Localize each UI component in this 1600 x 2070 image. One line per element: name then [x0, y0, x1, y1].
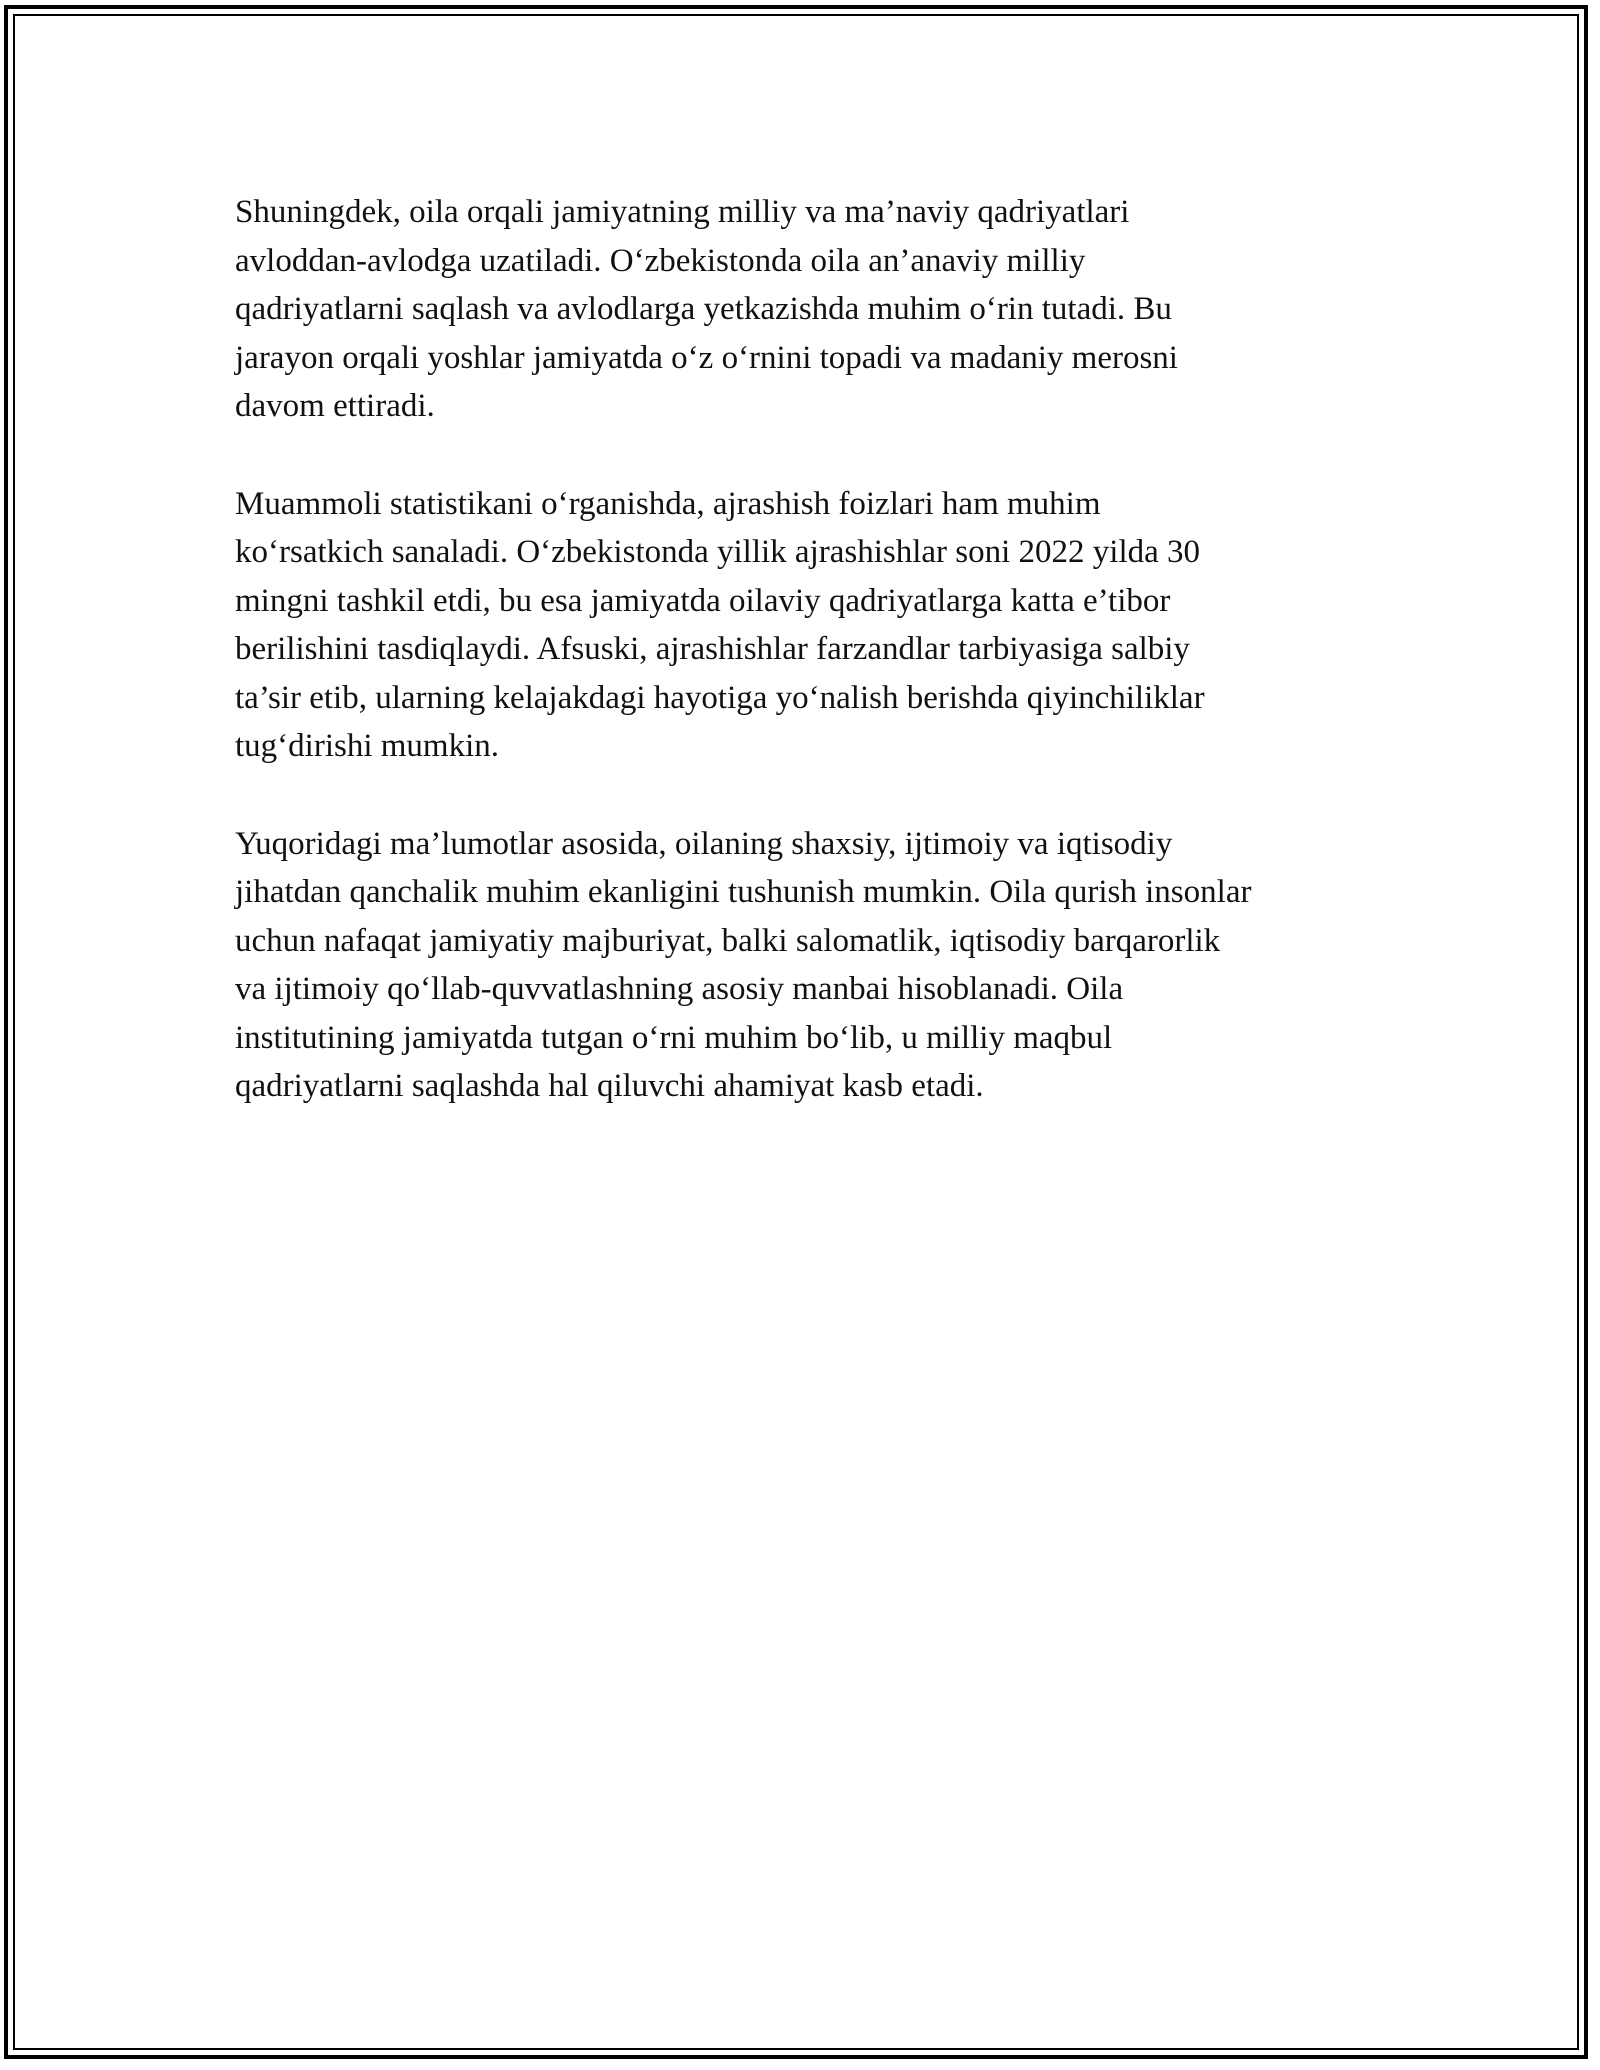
text-line: mingni tashkil etdi, bu esa jamiyatda oilaviy qadriyatlarga katta e’tibor	[235, 582, 1171, 619]
document-body	[235, 188, 1375, 1160]
paragraph-3	[235, 820, 1375, 1111]
text-line: jihatdan qanchalik muhim ekanligini tushunish mumkin. Oila qurish insonlar	[235, 874, 1252, 910]
text-line: ko‘rsatkich sanaladi. O‘zbekistonda yillik ajrashishlar soni 2022 yilda 30	[235, 534, 1201, 570]
text-line: ta’sir etib, ularning kelajakdagi hayotiga yo‘nalish berishda qiyinchiliklar	[235, 679, 1205, 716]
paragraph-2	[235, 480, 1375, 771]
text-line: qadriyatlarni saqlashda hal qiluvchi ahamiyat kasb etadi.	[235, 1068, 984, 1104]
text-line: tug‘dirishi mumkin.	[235, 728, 499, 764]
text-line: jarayon orqali yoshlar jamiyatda o‘z o‘rnini topadi va madaniy merosni	[235, 339, 1178, 376]
text-line: avloddan-avlodga uzatiladi. O‘zbekistonda oila an’anaviy milliy	[235, 242, 1086, 279]
text-line: uchun nafaqat jamiyatiy majburiyat, balki salomatlik, iqtisodiy barqarorlik	[235, 922, 1221, 959]
text-line: berilishini tasdiqlaydi. Afsuski, ajrashishlar farzandlar tarbiyasiga salbiy	[235, 631, 1190, 667]
text-line: Muammoli statistikani o‘rganishda, ajrashish foizlari ham muhim	[235, 485, 1101, 522]
text-line: Shuningdek, oila orqali jamiyatning milliy va ma’naviy qadriyatlari	[235, 194, 1130, 230]
text-line: qadriyatlarni saqlash va avlodlarga yetkazishda muhim o‘rin tutadi. Bu	[235, 291, 1172, 327]
text-line: Yuqoridagi ma’lumotlar asosida, oilaning shaxsiy, ijtimoiy va iqtisodiy	[235, 825, 1173, 862]
text-line: va ijtimoiy qo‘llab-quvvatlashning asosiy manbai hisoblanadi. Oila	[235, 971, 1124, 1007]
paragraph-1	[235, 188, 1375, 431]
text-line: institutining jamiyatda tutgan o‘rni muhim bo‘lib, u milliy maqbul	[235, 1019, 1113, 1056]
text-line: davom ettiradi.	[235, 388, 435, 424]
